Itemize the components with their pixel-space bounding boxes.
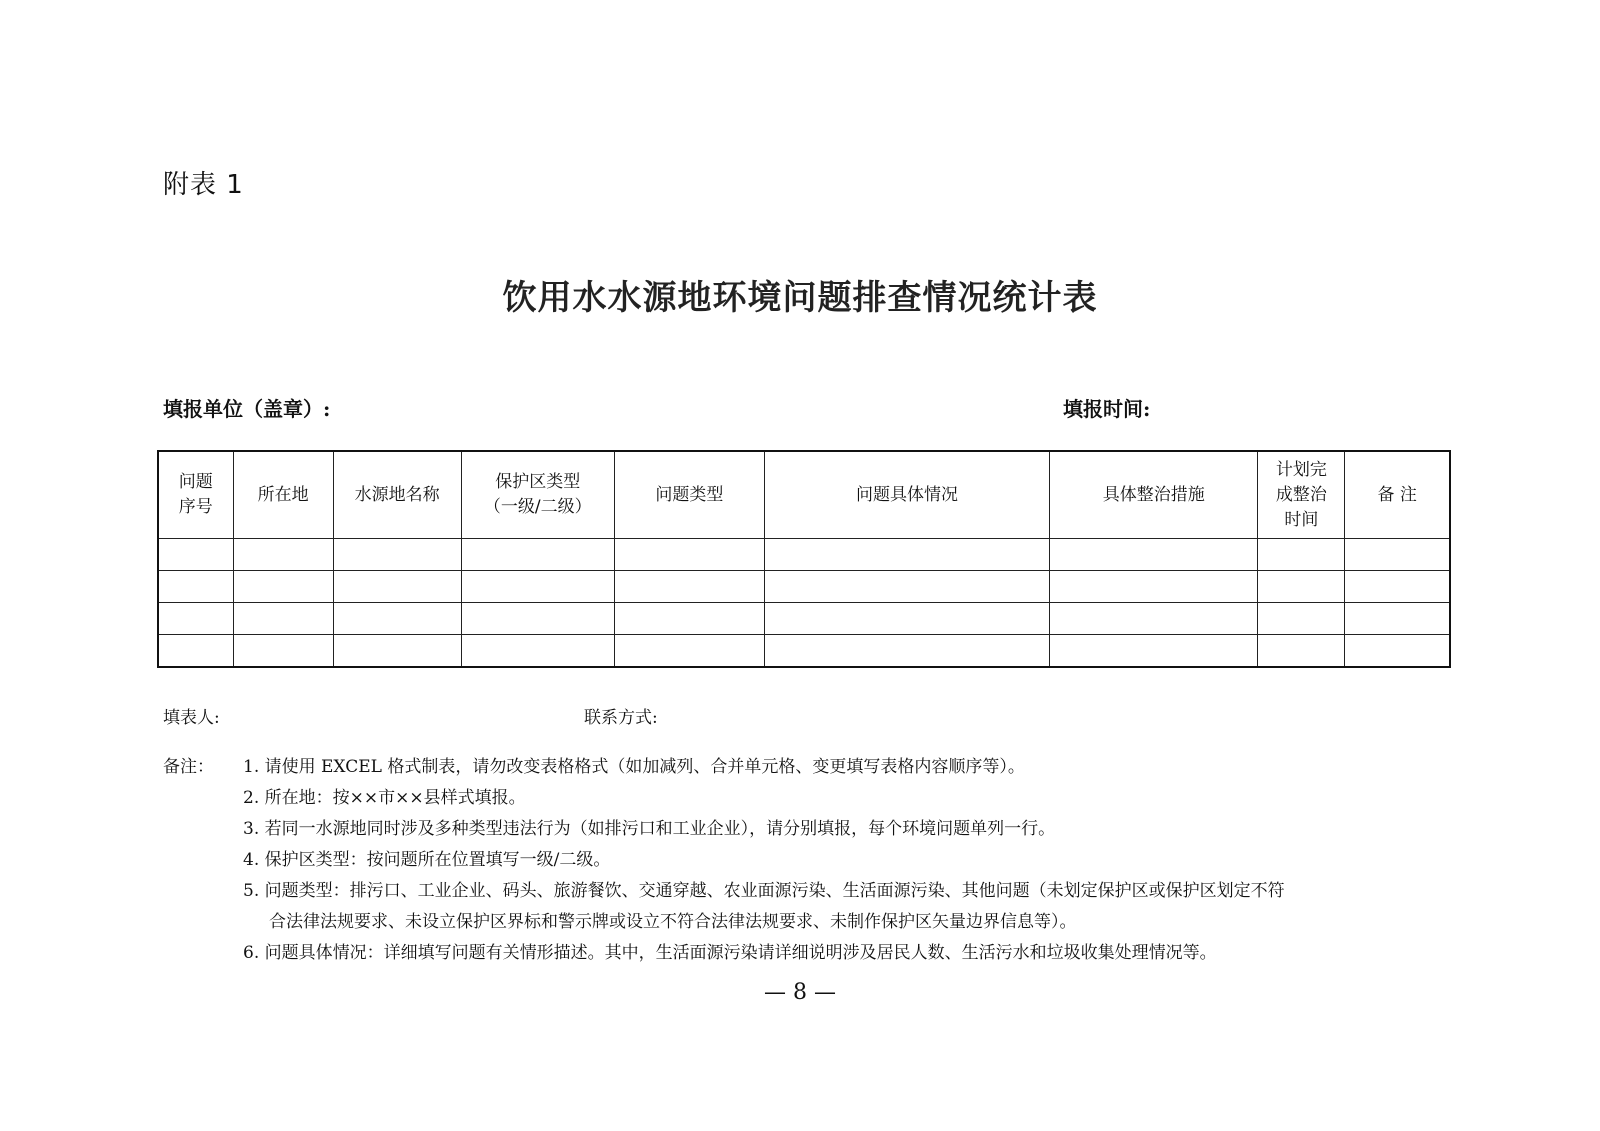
note-item: 5. 问题类型：排污口、工业企业、码头、旅游餐饮、交通穿越、农业面源污染、生活面源污染、其他问题（未划定保护区或保护区划定不符 [243,881,1285,901]
column-header-line: 所在地 [257,484,309,505]
table-cell[interactable] [1258,635,1345,668]
column-header [1258,451,1345,539]
table-cell[interactable] [1050,635,1258,668]
column-header-line: 保护区类型 [495,472,581,492]
note-item: 1. 请使用 EXCEL 格式制表，请勿改变表格格式（如加减列、合并单元格、变更填写表格内容顺序等）。 [243,757,1025,777]
table-cell[interactable] [764,635,1049,668]
note-item: 6. 问题具体情况：详细填写问题有关情形描述。其中，生活面源污染请详细说明涉及居民人数、生活污水和垃圾收集处理情况等。 [243,943,1217,963]
notes-section [163,752,1443,969]
note-item: 4. 保护区类型：按问题所在位置填写一级/二级。 [243,850,611,870]
table-cell[interactable] [1258,603,1345,635]
statistics-table [157,450,1451,668]
notes-label: 备注： [163,757,214,777]
table-cell[interactable] [1258,539,1345,571]
table-cell[interactable] [158,603,233,635]
column-header [233,451,333,539]
column-header-line: 问题类型 [655,484,724,505]
table-cell[interactable] [461,603,614,635]
table-row [158,571,1450,603]
column-header [1345,451,1450,539]
column-header-line: 备 注 [1377,484,1417,505]
table-cell[interactable] [1050,539,1258,571]
table-cell[interactable] [158,539,233,571]
table-cell[interactable] [614,539,764,571]
column-header-line: 具体整治措施 [1102,484,1205,505]
column-header-line: 问题具体情况 [856,484,959,505]
table-header-row [158,451,1450,539]
table-cell[interactable] [233,571,333,603]
column-header [614,451,764,539]
table-cell[interactable] [461,539,614,571]
column-header [1050,451,1258,539]
column-header [764,451,1049,539]
table-row [158,635,1450,668]
column-header [158,451,233,539]
table-cell[interactable] [1345,539,1450,571]
table-cell[interactable] [158,571,233,603]
table-cell[interactable] [1345,603,1450,635]
table-body [158,539,1450,668]
table-cell[interactable] [333,635,461,668]
table-cell[interactable] [461,635,614,668]
contact-label: 联系方式: [584,708,658,728]
column-header-line: （一级/二级） [483,497,592,517]
table-cell[interactable] [158,635,233,668]
note-item-continuation: 合法律法规要求、未设立保护区界标和警示牌或设立不符合法律法规要求、未制作保护区矢量边界信息等）。 [269,912,1077,932]
column-header-line: 水源地名称 [354,484,440,505]
table-cell[interactable] [764,571,1049,603]
table-cell[interactable] [233,603,333,635]
column-header [333,451,461,539]
table-cell[interactable] [764,603,1049,635]
table-cell[interactable] [614,571,764,603]
table-cell[interactable] [1258,571,1345,603]
table-row [158,539,1450,571]
table-cell[interactable] [233,539,333,571]
signer-label: 填表人: [163,708,220,728]
column-header-line: 时间 [1284,509,1319,530]
column-header [461,451,614,539]
table-cell[interactable] [764,539,1049,571]
table-cell[interactable] [1050,603,1258,635]
table-cell[interactable] [333,571,461,603]
column-header-line: 问题 [178,472,213,492]
table-cell[interactable] [614,603,764,635]
table-cell[interactable] [1345,571,1450,603]
table-cell[interactable] [461,571,614,603]
column-header-line: 序号 [178,497,213,517]
table-cell[interactable] [1050,571,1258,603]
table-cell[interactable] [614,635,764,668]
reporting-time-label: 填报时间: [1063,397,1151,421]
note-item: 3. 若同一水源地同时涉及多种类型违法行为（如排污口和工业企业），请分别填报，每个环境问题单列一行。 [243,819,1056,839]
table-cell[interactable] [333,603,461,635]
reporting-unit-label: 填报单位（盖章）: [163,397,331,421]
column-header-line: 成整治 [1275,484,1327,505]
note-item: 2. 所在地：按××市××县样式填报。 [243,788,526,808]
document-title: 饮用水水源地环境问题排查情况统计表 [502,278,1098,318]
table-cell[interactable] [1345,635,1450,668]
table-cell[interactable] [333,539,461,571]
table-cell[interactable] [233,635,333,668]
annex-label: 附表 1 [163,170,244,200]
column-header-line: 计划完 [1275,459,1327,480]
page-number: — 8 — [764,980,836,1005]
table-row [158,603,1450,635]
